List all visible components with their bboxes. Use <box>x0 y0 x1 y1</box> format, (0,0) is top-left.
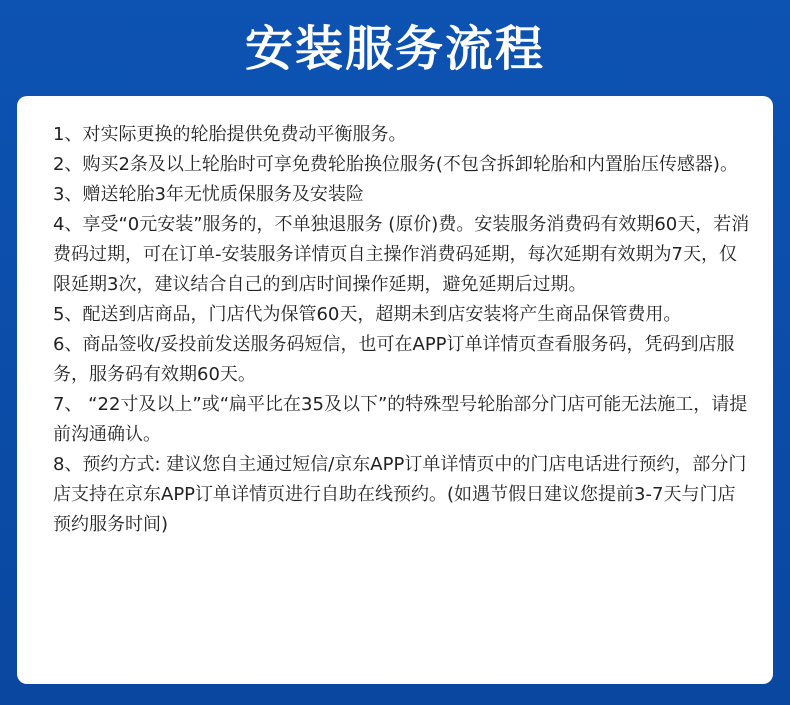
service-steps-list <box>53 120 753 540</box>
service-step-1: 1、对实际更换的轮胎提供免费动平衡服务。 <box>53 124 407 145</box>
service-step-3: 3、赠送轮胎3年无忧质保服务及安装险 <box>53 184 364 205</box>
service-step-7: 7、 “22寸及以上”或“扁平比在35及以下”的特殊型号轮胎部分门店可能无法施工，请提前沟通确认。 <box>53 394 748 445</box>
service-step-4: 4、享受“0元安装”服务的，不单独退服务 (原价)费。安装服务消费码有效期60天，若消费码过期，可在订单-安装服务详情页自主操作消费码延期，每次延期有效期为7天，仅限延期3次，建议结合自己的到店时间操作延期，避免延期后过期。 <box>53 214 750 295</box>
service-info-panel <box>17 96 773 684</box>
page-title: 安装服务流程 <box>244 21 545 77</box>
service-step-5: 5、配送到店商品，门店代为保管60天，超期未到店安装将产生商品保管费用。 <box>53 304 682 325</box>
service-step-2: 2、购买2条及以上轮胎时可享免费轮胎换位服务(不包含拆卸轮胎和内置胎压传感器)。 <box>53 154 738 175</box>
service-step-6: 6、商品签收/妥投前发送服务码短信，也可在APP订单详情页查看服务码，凭码到店服务，服务码有效期60天。 <box>53 334 735 385</box>
service-step-8: 8、预约方式: 建议您自主通过短信/京东APP订单详情页中的门店电话进行预约，部分门店支持在京东APP订单详情页进行自助在线预约。(如遇节假日建议您提前3-7天与门店预约服务时间) <box>53 454 747 535</box>
